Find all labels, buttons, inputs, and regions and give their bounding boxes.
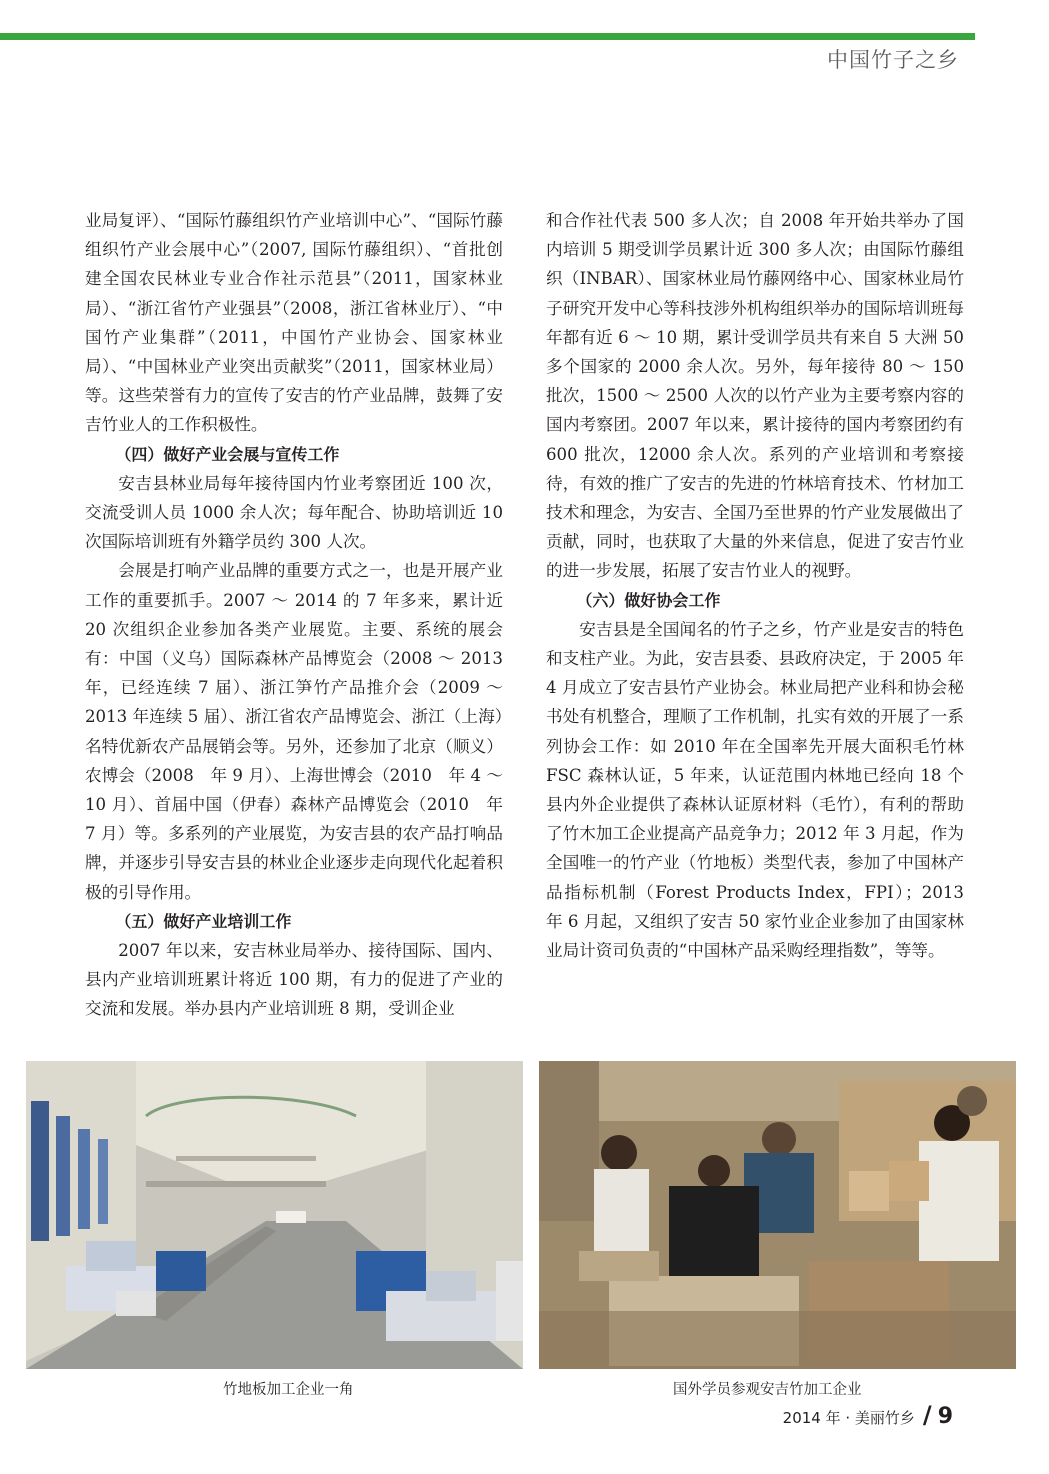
paragraph: 安吉县是全国闻名的竹子之乡，竹产业是安吉的特色和支柱产业。为此，安吉县委、县政府决定，于 2005 年 4 月成立了安吉县竹产业协会。林业局把产业科和协会秘书处有机整合，理顺了工作机制，扎实有效的开展了一系列协会工作：如 2010 年在全国率先开展大面积毛竹林 FSC 森林认证，5 年来，认证范围内林地已经向 18 个县内外企业提供了森林认证原材料（毛竹），有利的帮助了竹木加工企业提高产品竞争力；2012 年 3 月起，作为全国唯一的竹产业（竹地板）类型代表，参加了中国林产品指标机制（Forest Products Index，FPI）；2013 年 6 月起，又组织了安吉 50 家竹业企业参加了由国家林业局计资司负责的“中国林产品采购经理指数”，等等。 bbox=[546, 619, 964, 961]
section-title: 中国竹子之乡 bbox=[827, 48, 959, 72]
section-heading: （五）做好产业培训工作 bbox=[115, 911, 292, 931]
header-green-rule bbox=[0, 33, 975, 40]
left-figure-caption: 竹地板加工企业一角 bbox=[223, 1382, 354, 1398]
section-heading: （四）做好产业会展与宣传工作 bbox=[115, 444, 340, 464]
factory-floor-photo bbox=[26, 1061, 523, 1369]
left-text-column bbox=[85, 206, 503, 1024]
section-heading: （六）做好协会工作 bbox=[576, 590, 721, 610]
paragraph: 和合作社代表 500 多人次；自 2008 年开始共举办了国内培训 5 期受训学员累计近 300 多人次；由国际竹藤组织（INBAR）、国家林业局竹藤网络中心、国家林业局竹子研究开发中心等科技涉外机构组织举办的国际培训班每年都有近 6 ～ 10 期，累计受训学员共有来自 5 大洲 50 多个国家的 2000 余人次。另外，每年接待 80 ～ 150 批次，1500 ～ 2500 人次的以竹产业为主要考察内容的国内考察团。2007 年以来，累计接待的国内考察团约有 600 批次，12000 余人次。系列的产业培训和考察接待，有效的推广了安吉的先进的竹林培育技术、竹材加工技术和理念，为安吉、全国乃至世界的竹产业发展做出了贡献，同时，也获取了大量的外来信息，促进了安吉竹业的进一步发展，拓展了安吉竹业人的视野。 bbox=[546, 211, 964, 581]
page-footer bbox=[783, 1401, 953, 1429]
paragraph: 安吉县林业局每年接待国内竹业考察团近 100 次，交流受训人员 1000 余人次；每年配合、协助培训近 10 次国际培训班有外籍学员约 300 人次。 bbox=[85, 473, 503, 552]
footer-slash: / bbox=[922, 1401, 932, 1429]
paragraph: 2007 年以来，安吉林业局举办、接待国际、国内、县内产业培训班累计将近 100 期，有力的促进了产业的交流和发展。举办县内产业培训班 8 期，受训企业 bbox=[85, 941, 503, 1019]
right-figure-caption: 国外学员参观安吉竹加工企业 bbox=[673, 1382, 862, 1398]
issue-label: 2014 年 · 美丽竹乡 bbox=[782, 1409, 915, 1427]
visitors-photo bbox=[539, 1061, 1016, 1369]
paragraph: 会展是打响产业品牌的重要方式之一，也是开展产业工作的重要抓手。2007 ～ 2014 的 7 年多来，累计近 20 次组织企业参加各类产业展览。主要、系统的展会有：中国（义乌）国际森林产品博览会（2008 ～ 2013 年，已经连续 7 届）、浙江笋竹产品推介会（2009 ～ 2013 年连续 5 届）、浙江省农产品博览会、浙江（上海）名特优新农产品展销会等。另外，还参加了北京（顺义）农博会（2008 年 9 月）、上海世博会（2010 年 4 ～ 10 月）、首届中国（伊春）森林产品博览会（2010 年 7 月）等。多系列的产业展览，为安吉县的农产品打响品牌，并逐步引导安吉县的林业企业逐步走向现代化起着积极的引导作用。 bbox=[85, 561, 503, 902]
page-number: 9 bbox=[937, 1404, 953, 1429]
paragraph: 业局复评）、“国际竹藤组织竹产业培训中心”、“国际竹藤组织竹产业会展中心”（2007, 国际竹藤组织）、“首批创建全国农民林业专业合作社示范县”（2011，国家林业局）、“浙江省竹产业强县”（2008，浙江省林业厅）、“中国竹产业集群”（2011，中国竹产业协会、国家林业局）、“中国林业产业突出贡献奖”（2011，国家林业局）等。这些荣誉有力的宣传了安吉的竹产业品牌，鼓舞了安吉竹业人的工作积极性。 bbox=[85, 211, 503, 435]
right-text-column bbox=[546, 206, 964, 965]
